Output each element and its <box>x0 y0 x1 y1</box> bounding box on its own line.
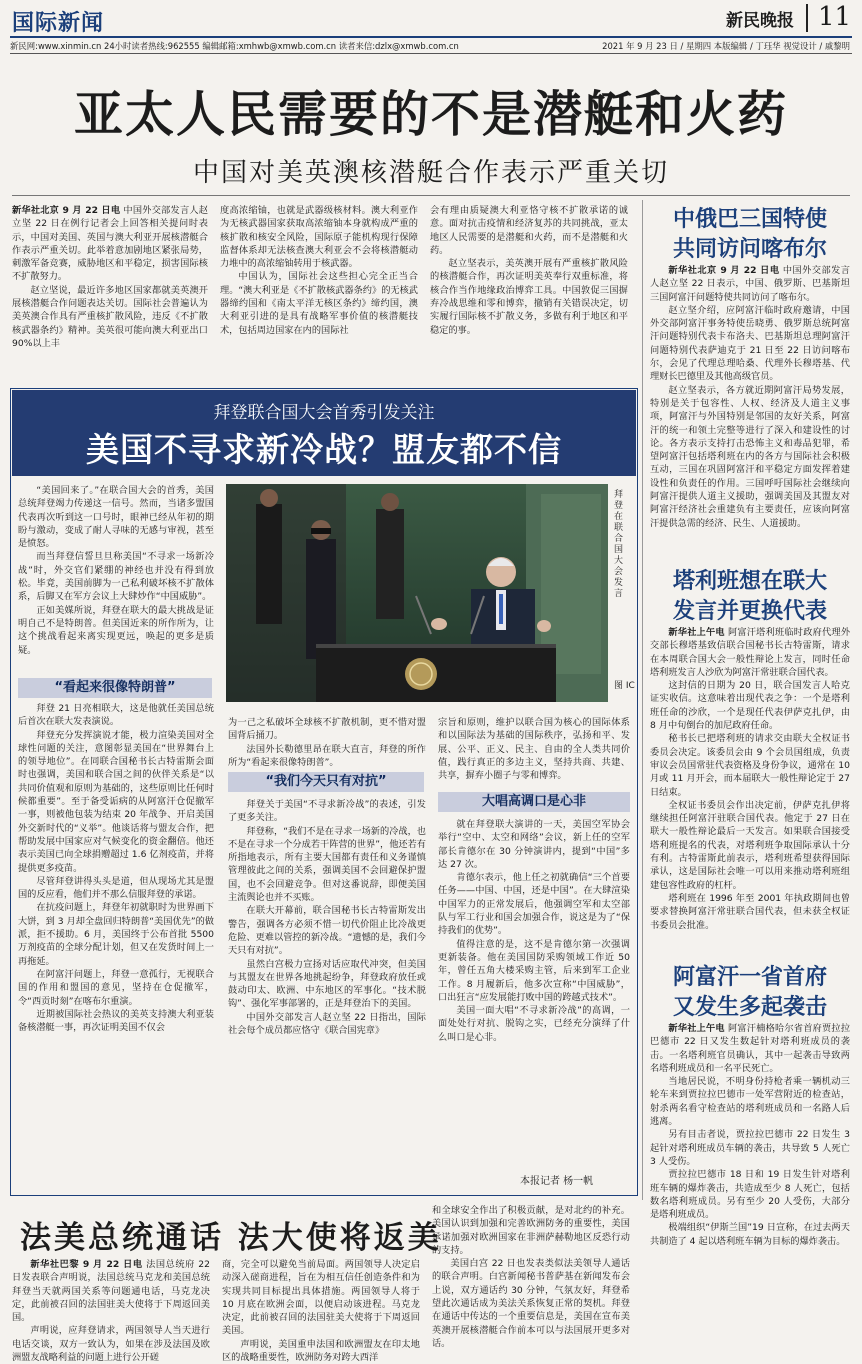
paragraph: “美国回来了。”在联合国大会的首秀，美国总统拜登竭力传递这一信号。然而，当诸多盟国代表再次听到这一口号时，眼神已经从年初的期盼与激动，变成了耐人寻味的无感与审视，甚至是愤怒。 <box>18 485 214 550</box>
byline: 本报记者 杨一帆 <box>520 1176 594 1187</box>
paragraph: 新华社北京 9 月 22 日电 中国外交部发言人赵立坚 22 日在例行记者会上回答相关提问时表示，中国对美国、英国与澳大利亚开展核潜艇合作表示严重关切。此举着意加剧地区紧张局势，刺激军备竞赛，威胁地区和平稳定，损害国际核不扩散努力。 <box>12 205 208 283</box>
podium-scene-image <box>226 484 608 702</box>
paragraph: 尽管拜登讲得头头是道，但从现场尤其是盟国的反应看，他们并不那么信服拜登的承诺。 <box>18 875 214 901</box>
paragraph: 全权证书委员会作出决定前，伊萨克扎伊将继续担任阿富汗驻联合国代表。他定于 27 日在联大一般性辩论最后一天发言。如果联合国接受塔利班提名的代表，对塔利班争取国际承认十分有利。古特雷斯此前表示，塔利班希望获得国际承认，这是国际社会唯一可以用来推动塔利班组建包容性政府的杠杆。 <box>650 799 850 891</box>
paragraph: 美国一面大唱“不寻求新冷战”的高调，一面处处行对抗、脱钩之实，已经充分演绎了什么叫口是心非。 <box>438 1005 630 1043</box>
bottom-col2 <box>222 1258 420 1364</box>
section-name: 国际新闻 <box>12 11 105 36</box>
subhead-2: “我们今天只有对抗” <box>228 772 424 792</box>
page-number-divider <box>806 4 808 32</box>
paragraph: 度高浓缩铀，也就是武器级核材料。澳大利亚作为无核武器国家获取高浓缩铀本身就构成严重的核扩散和核安全风险，国际原子能机构现行保障监督体系却无法核查澳大利亚会不会将核潜艇动力堆中的高浓缩铀转用于核武器。 <box>220 205 418 270</box>
side-article-1-body <box>650 264 850 564</box>
paragraph: 拜登充分发挥演说才能，极力渲染美国对全球性问题的关注，意图彰显美国在“世界舞台上的领导地位”。在同联合国秘书长古特雷斯会面时也强调，美国和联合国之间的伙伴关系是“以共同价值观和原则为基础的，这些原则比任何时候都重要”。至于备受诟病的从阿富汗仓促撤军一事，则被他包装为结束 20 年战争、开启美国外交新时代的“义举”。他谈话将与盟友合作，把帮助发展中国家应对气候变化的资金翻倍。他还表示美国已向全球捐赠超过 1.6 亿剂疫苗，并将提供更多疫苗。 <box>18 729 214 874</box>
paragraph: 宗旨和原则，维护以联合国为核心的国际体系和以国际法为基础的国际秩序，弘扬和平、发展、公平、正义、民主、自由的全人类共同价值，践行真正的多边主义，坚持共商、共建、共享，摒弃小圈子与零和博弈。 <box>438 717 630 782</box>
paragraph: 在联大开幕前，联合国秘书长古特雷斯发出警告，强调各方必须不惜一切代价阻止比冷战更危险、更难以管控的新冷战。“遗憾的是，我们今天只有对抗”。 <box>228 905 426 957</box>
lead-article-col3 <box>430 204 628 380</box>
paragraph: 就在拜登联大演讲的一天，美国空军协会举行“空中、太空和网络”会议，新上任的空军部长肯德尔在 30 分钟演讲内，提到“中国”多达 27 次。 <box>438 819 630 870</box>
date-line: 2021 年 9 月 23 日 / 星期四 本版编辑 / 丁珏华 视觉设计 / 戚黎明 <box>602 41 850 51</box>
paragraph: 赵立坚介绍，应阿富汗临时政府邀请，中国外交部阿富汗事务特使岳晓勇、俄罗斯总统阿富汗问题特别代表卡布洛夫、巴基斯坦总理阿富汗问题特别代表萨迪克于 21 日至 22 日访问喀布尔，会见了代理总理哈桑、代理外长穆塔基、代理财长巴德里及其他高级官员。 <box>650 304 850 383</box>
bottom-col1 <box>12 1258 210 1364</box>
feature-title: 美国不寻求新冷战？盟友都不信 <box>86 430 562 469</box>
side-article-1-title: 中俄巴三国特使 共同访问喀布尔 <box>672 206 827 262</box>
photo-biden-un <box>226 484 608 702</box>
page-number: 11 <box>818 2 852 32</box>
paragraph: 虽然白宫极力宣扬对话应取代冲突，但美国与其盟友在世界各地挑起纷争，拜登政府放任或鼓动印太、欧洲、中东地区的军事化。“技术脱钩”、强化军事部署的，正是拜登治下的美国。 <box>228 958 426 1010</box>
paragraph: 拜登称，“我们不是在寻求一场新的冷战，也不是在寻求一个分成若干阵营的世界”，他还若有所指地表示，所有主要大国都有责任和义务谨慎管理彼此之间的关系，强调美国不会回避保护盟国，也不会回避竞争。但对这番说辞，即便美国主流舆论也并不买账。 <box>228 825 426 904</box>
side-article-3-title: 阿富汗一省首府 又发生多起袭击 <box>672 964 827 1020</box>
header-rule-thin <box>10 53 852 54</box>
paragraph: 和全球安全作出了积极贡献，是对北约的补充。美国认识到加强和完善欧洲防务的重要性，美国承诺加强对欧洲国家在非洲萨赫勒地区反恐行动的支持。 <box>432 1205 630 1256</box>
paragraph: 新华社上午电 阿富汗楠格哈尔省首府贾拉拉巴德市 22 日又发生数起针对塔利班成员的袭击。一名塔利班官员确认，其中一起袭击导致两名塔利班成员和一名平民死亡。 <box>650 1023 851 1074</box>
paragraph: 赵立坚表示，美英澳开展有严重核扩散风险的核潜艇合作，再次证明美英奉行双重标准，将核合作当作地缘政治博弈工具。中国敦促三国摒弃冷战思维和零和博弈，撤销有关错误决定，切实履行国际核不扩散义务，多做有利于地区和平稳定的事。 <box>430 258 628 336</box>
lead-article-col2 <box>220 204 418 380</box>
side-article-2-title: 塔利班想在联大 发言并更换代表 <box>672 568 827 624</box>
paragraph: 中国认为，国际社会这些担心完全正当合理。“澳大利亚是《不扩散核武器条约》的无核武器缔约国和《南太平洋无核区条约》缔约国，澳大利亚引进的是具有战略军事价值的核潜艇技术，包括周边国家在内的国际社 <box>220 271 418 336</box>
side-article-3-body <box>650 1022 850 1272</box>
lead-article-col1 <box>12 204 208 380</box>
paragraph: 在抗疫问题上，拜登年初就职时为世界画下大饼，到 3 月却全盘回归特朗普“美国优先”的做派，拒不援助。6 月，美国终于公布首批 5500 万剂疫苗的全球分配计划，但又在发货时间上一再拖延。 <box>18 902 214 967</box>
paragraph: 中国外交部发言人赵立坚 22 日指出，国际社会每个成员都应恪守《联合国宪章》 <box>228 1011 426 1037</box>
paragraph: 赵立坚表示，各方就近期阿富汗局势发展，特别是关于包容性、人权、经济及人道主义事项，阿富汗与外国特别是邻国的友好关系，阿富汗的统一和领土完整等进行了深入和建设性的讨论。各方表示支持打击恐怖主义和毒品犯罪，希望阿富汗包括塔利班在内的各方与国际社会积极互动，三国在巩固阿富汗和平稳定方面发挥着建设性和负责任的作用。三国呼吁国际社会继续向阿富汗提供人道主义援助，强调美国及其盟友对阿富汗经济社会重建负有主要责任，应该向阿富汗提供急需的经济、民生、人道援助。 <box>650 384 850 529</box>
paragraph: 会有理由质疑澳大利亚恪守核不扩散承诺的诚意。面对抗击疫情和经济复苏的共同挑战，亚太地区人民需要的是潜艇和火药，而不是潜艇和火药。 <box>430 205 628 256</box>
paragraph: 肯德尔表示，他上任之初就确信“三个首要任务——中国、中国，还是中国”。在大肆渲染中国军力的正常发展后，他强调空军和太空部队与军工行业和国会加强合作，说这是为了“保持我们的优势”。 <box>438 872 630 937</box>
banner-rule <box>12 195 850 196</box>
side-article-2-body <box>650 626 850 950</box>
feature-col2-bottom <box>228 798 426 1188</box>
paragraph: 拜登关于美国“不寻求新冷战”的表述，引发了更多关注。 <box>228 799 426 824</box>
feature-kicker: 拜登联合国大会首秀引发关注 <box>213 403 435 423</box>
paragraph: 当地居民说，不明身份持枪者乘一辆机动三轮车来到贾拉拉巴德市一处军营附近的检查站，射杀两名看守检查站的塔利班成员和一名路人后逃离。 <box>650 1076 850 1128</box>
paragraph: 新华社上午电 阿富汗塔利班临时政府代理外交部长穆塔基致信联合国秘书长古特雷斯，请求在本周联合国大会一般性辩论上发言，同时任命塔利班发言人沙欣为阿富汗常驻联合国代表。 <box>650 627 851 678</box>
paragraph: 贾拉拉巴德市 18 日和 19 日发生针对塔利班车辆的爆炸袭击，共造成至少 8 人死亡，包括数名塔利班成员。另有至少 20 人受伤，大部分是塔利班成员。 <box>650 1169 850 1221</box>
paragraph: 另有目击者说，贾拉拉巴德市 22 日发生 3 起针对塔利班成员车辆的袭击，共导致 5 人死亡 3 人受伤。 <box>650 1129 850 1167</box>
feature-col2-top <box>228 716 426 768</box>
paragraph: 赵立坚说，最近许多地区国家都就美英澳开展核潜艇合作问题表达关切。国际社会普遍认为美英澳合作具有严重核扩散风险，违反《不扩散核武器条约》精神。美英很可能向澳大利亚出口 90%以上丰 <box>12 284 208 349</box>
paragraph: 法国外长勒德里昂在联大直言，拜登的所作所为“看起来很像特朗普”。 <box>228 743 426 768</box>
paragraph: 新华社巴黎 9 月 22 日电 法国总统府 22 日发表联合声明说，法国总统马克龙和美国总统拜登当天就两国关系等问题通电话，马克龙决定，此前被召回的法国驻美大使将于下周返回美国。 <box>12 1259 210 1324</box>
paragraph: 近期被国际社会热议的美英支持澳大利亚装备核潜艇一事，再次证明美国不仅会 <box>18 1008 214 1034</box>
paragraph: 新华社北京 9 月 22 日电 中国外交部发言人赵立坚 22 日表示，中国、俄罗斯、巴基斯坦三国阿富汗问题特使共同访问了喀布尔。 <box>650 265 850 303</box>
paragraph: 在阿富汗问题上，拜登一意孤行，无视联合国的作用和盟国的意见，坚持在仓促撤军，令“西贡时刻”在喀布尔重演。 <box>18 968 214 1007</box>
feature-col3-top <box>438 716 630 790</box>
feature-col3-bottom <box>438 818 630 1168</box>
paragraph: 这封信的日期为 20 日，联合国发言人哈克证实收信。这意味着出现代表之争：一个是塔利班任命的沙欣，一个是现任代表伊萨克扎伊，由 8 月中旬倒台的加尼政府任命。 <box>650 680 850 732</box>
paragraph: 拜登 21 日亮相联大，这是他就任美国总统后首次在联大发表演说。 <box>18 703 214 728</box>
paragraph: 美国白宫 22 日也发表类似法美领导人通话的联合声明。白宫新闻秘书普萨基在新闻发布会上说，双方通话约 30 分钟，气氛友好，拜登希望此次通话成为美法关系恢复正常的契机。拜登在通话中传达的一个重要信息是，美国在宣布美英澳开展核潜艇合作前本可以与法国展开更多对话。 <box>432 1258 630 1349</box>
bottom-col3 <box>432 1204 630 1349</box>
feature-col1-bottom <box>18 702 214 1190</box>
paragraph: 声明说，美国重申法国和欧洲盟友在印太地区的战略重要性，欧洲防务对跨大西洋 <box>222 1338 420 1364</box>
photo-caption: 拜登在联合国大会发言 <box>614 490 624 599</box>
paragraph: 为一己之私破坏全球核不扩散机制，更不惜对盟国背后捅刀。 <box>228 717 426 742</box>
paragraph: 正如美媒所说，拜登在联大的最大挑战是证明自己不是特朗普。但美国近来的所作所为，让这个挑战看起来离实现更远，唤起的更多是质疑。 <box>18 604 214 656</box>
column-divider <box>642 200 643 1200</box>
feature-col1-top <box>18 484 214 674</box>
photo-credit: 图 IC <box>614 681 635 691</box>
paragraph: 塔利班在 1996 年至 2001 年执政期间也曾要求替换阿富汗常驻联合国代表，但未获全权证书委员会批准。 <box>650 892 850 931</box>
paragraph: 秘书长已把塔利班的请求交由联大全权证书委员会决定。该委员会由 9 个会员国组成，负责审议会员国常驻代表资格及身份争议，通常在 10 月或 11 月开会，而本届联大一般性辩论定于 27 日结束。 <box>650 733 850 798</box>
subhead-1: “看起来很像特朗普” <box>18 678 212 698</box>
subhead-3: 大唱高调口是心非 <box>438 792 630 812</box>
header-rule <box>10 36 852 38</box>
contact-line: 新民网:www.xinmin.cn 24小时读者热线:962555 编辑邮箱:xmhwb@xmwb.com.cn 读者来信:dzlx@xmwb.com.cn <box>10 41 459 51</box>
paragraph: 而当拜登信誓旦旦称美国“不寻求一场新冷战”时，外交官们紧绷的神经也并没有得到放松。毕竟，美国前脚为一己私利破坏核不扩散体系，后脚又在军方会议上大肆炒作“中国威胁”。 <box>18 551 214 603</box>
newspaper-name: 新民晚报 <box>726 11 794 31</box>
paragraph: 极端组织“伊斯兰国”19 日宣称，在过去两天共制造了 4 起以塔利班车辆为目标的爆炸袭击。 <box>650 1222 850 1247</box>
paragraph: 值得注意的是，这不是肯德尔第一次强调更新装备。他在美国国防采购领域工作近 50 年，曾任五角大楼采购主管，后来到军工企业工作。8 月履新后，他多次宣称“中国威胁”，口出狂言“应发展能打败中国的跨越式技术”。 <box>438 938 630 1003</box>
main-subheadline: 中国对美英澳核潜艇合作表示严重关切 <box>192 158 669 188</box>
bottom-headline: 法美总统通话 法大使将返美 <box>20 1220 442 1256</box>
paragraph: 声明说，应拜登请求，两国领导人当天进行电话交谈，双方一致认为，如果在涉及法国及欧洲盟友战略利益的问题上进行公开磋 <box>12 1325 210 1364</box>
paragraph: 商，完全可以避免当前局面。两国领导人决定启动深入磋商进程，旨在为相互信任创造条件和为实现共同目标提出具体措施。两国领导人将于 10 月底在欧洲会面，以便启动该进程。马克龙决定，此前被召回的法国驻美大使将于下周返回美国。 <box>222 1259 420 1337</box>
main-headline: 亚太人民需要的不是潜艇和火药 <box>73 85 788 143</box>
